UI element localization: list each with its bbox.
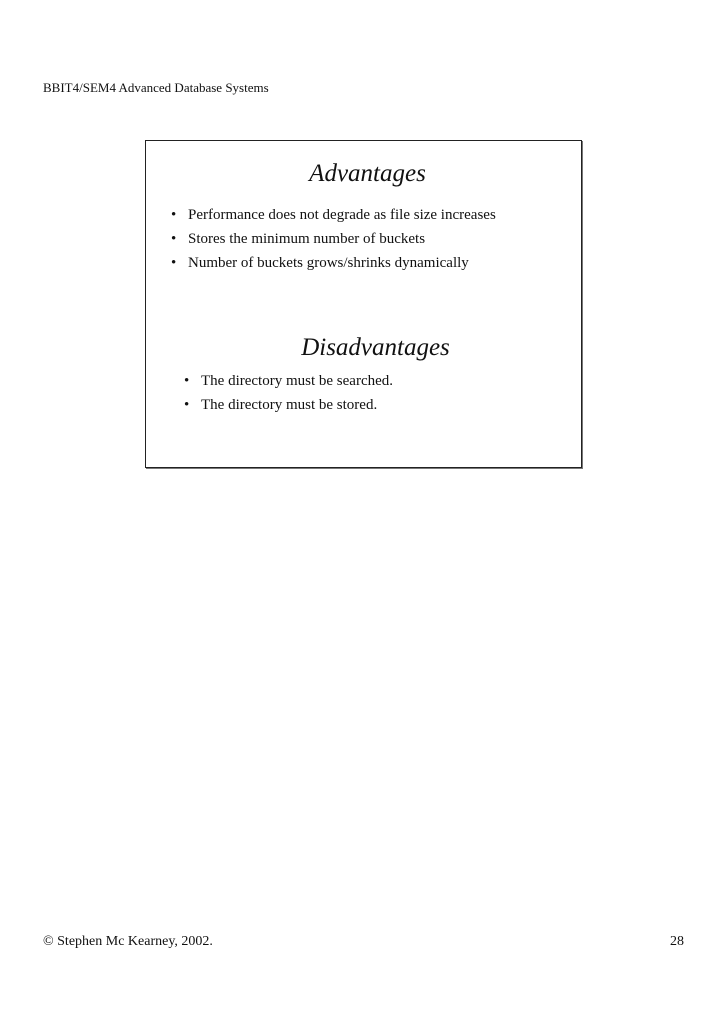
page-number: 28 [670,934,684,949]
bullet-icon: • [171,231,177,247]
list-item [184,393,393,417]
disadvantages-list [184,369,393,417]
page-header: BBIT4/SEM4 Advanced Database Systems [43,80,269,95]
list-item-text: The directory must be stored. [201,397,378,413]
bullet-icon: • [184,373,190,389]
advantages-list [171,203,496,275]
bullet-icon: • [171,207,177,223]
list-item [171,251,496,275]
list-item [171,203,496,227]
list-item-text: Stores the minimum number of buckets [188,231,426,247]
list-item [184,369,393,393]
bullet-icon: • [184,397,190,413]
slide-frame [145,140,582,468]
footer-copyright: © Stephen Mc Kearney, 2002. [43,934,213,949]
bullet-icon: • [171,255,177,271]
list-item-text: Number of buckets grows/shrinks dynamically [188,255,469,271]
list-item-text: The directory must be searched. [201,373,394,389]
list-item-text: Performance does not degrade as file size increases [188,207,496,223]
disadvantages-title: Disadvantages [301,334,450,361]
advantages-title: Advantages [309,160,426,187]
list-item [171,227,496,251]
